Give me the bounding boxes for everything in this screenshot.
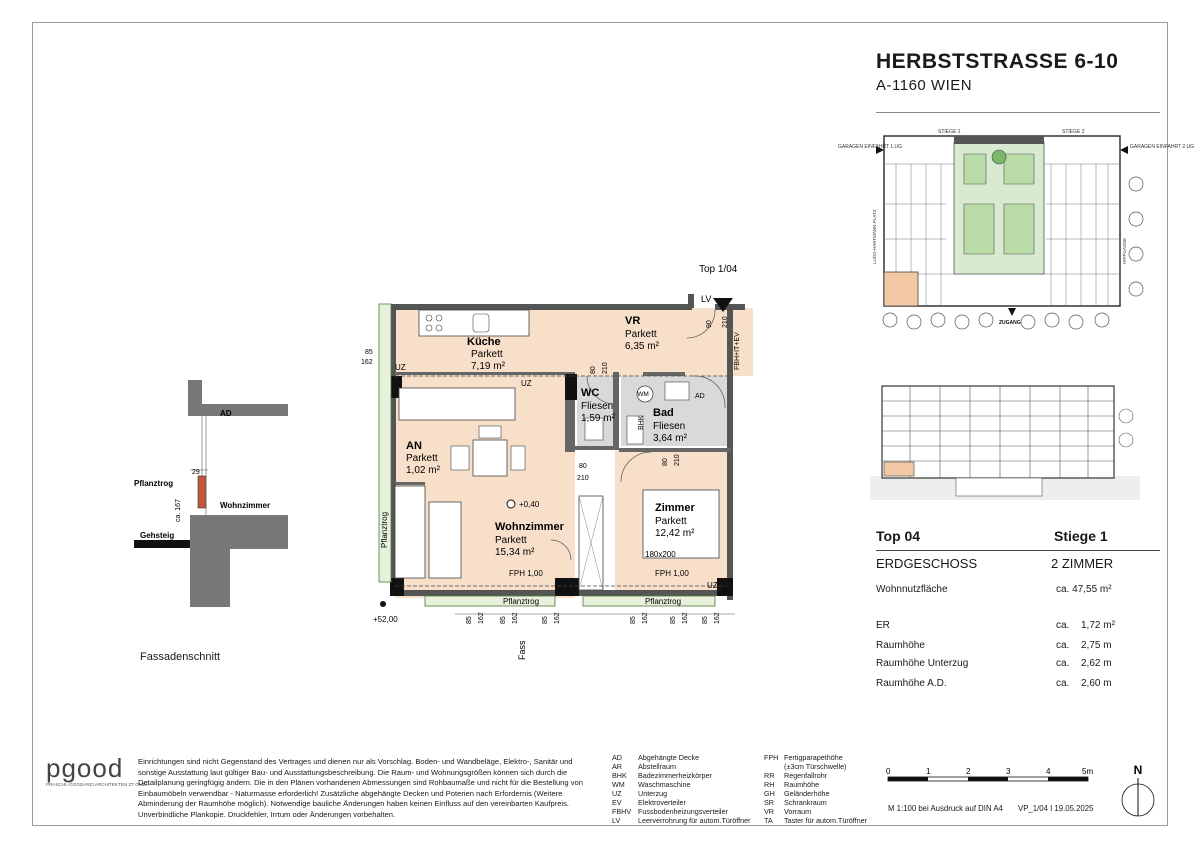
vr-name: VR xyxy=(625,315,641,327)
fass-label: Fass xyxy=(517,640,527,660)
legend-value: Waschmaschine xyxy=(638,780,691,789)
detail-label: Raumhöhe A.D. xyxy=(876,678,947,689)
ad-label: AD xyxy=(695,393,705,400)
detail-value: 2,75 m xyxy=(1081,640,1112,651)
legend-value: (±3cm Türschwelle) xyxy=(784,762,847,771)
dim-162: 162 xyxy=(682,612,689,624)
detail-prefix: ca. xyxy=(1056,620,1070,631)
legend-value: Geländerhöhe xyxy=(784,789,830,798)
an-floor: Parkett xyxy=(406,453,438,464)
stiege1-label: STIEGE 1 xyxy=(938,129,961,135)
legend-key: GH xyxy=(764,789,775,798)
wohnzimmer-area: 15,34 m² xyxy=(495,547,535,558)
legend-value: Schrankraum xyxy=(784,798,827,807)
garage-left-label: GARAGEN EINFAHRT 1.UG xyxy=(838,144,902,150)
legend-key: LV xyxy=(612,816,621,825)
building-elevation xyxy=(870,376,1160,514)
unit-rooms-count: 2 ZIMMER xyxy=(1051,556,1114,571)
scale-bar xyxy=(880,764,1110,804)
dim-85: 85 xyxy=(466,616,473,624)
an-area: 1,02 m² xyxy=(406,465,440,476)
detail-label: ER xyxy=(876,620,890,631)
scale-note: M 1:100 bei Ausdruck auf DIN A4 xyxy=(888,804,1003,813)
detail-label: Raumhöhe xyxy=(876,640,925,651)
dim-162: 162 xyxy=(361,359,373,366)
legend-key: FPH xyxy=(764,753,779,762)
wm-label: WM xyxy=(637,391,649,398)
pflanztrog-label: Pflanztrog xyxy=(380,511,389,548)
legend-column-1 xyxy=(612,753,762,825)
zimmer-floor: Parkett xyxy=(655,516,687,527)
bed-size: 180x200 xyxy=(645,550,676,559)
dim-85: 85 xyxy=(542,616,549,624)
detail-prefix: ca. xyxy=(1056,658,1070,669)
dim-85: 85 xyxy=(670,616,677,624)
legend-key: RR xyxy=(764,771,775,780)
dim-162: 162 xyxy=(642,612,649,624)
pflanztrog-label: Pflanztrog xyxy=(645,597,682,606)
section-gehsteig: Gehsteig xyxy=(140,531,175,540)
dim-80: 80 xyxy=(662,458,669,466)
unit-top: Top 04 xyxy=(876,528,921,544)
wc-area: 1,59 m² xyxy=(581,413,615,424)
stiege2-label: STIEGE 2 xyxy=(1062,129,1085,135)
legend-key: RH xyxy=(764,780,775,789)
scale-tick: 0 xyxy=(886,767,891,776)
detail-value: 1,72 m² xyxy=(1081,620,1115,631)
legend-value: Taster für autom.Türöffner xyxy=(784,816,867,825)
section-29: 29 xyxy=(192,469,200,476)
dim-162: 162 xyxy=(478,612,485,624)
section-caption: Fassadenschnitt xyxy=(140,651,221,663)
unit-stair: Stiege 1 xyxy=(1054,528,1108,544)
section-167: ca. 167 xyxy=(175,499,182,522)
scale-tick: 2 xyxy=(966,767,971,776)
uz-label: UZ xyxy=(521,379,532,388)
disclaimer: Einrichtungen sind nicht Gegenstand des Vertrages und dienen nur als Vorschlag. Boden- und Wandbeläge, Elektro-, Sanitär und sonstige Ausstattung laut gültiger Bau- und Ausstattungsbeschreibung. Die Raum- und Wohnungsgrößen können sich durch die Detailplanung geringfügig ändern. Die in den Plänen vorhandenen Abmessungen sind Rohbaumaße und nicht für die Bestellung von Einbaumöbeln verwendbar - Naturmasse erforderlich! Zusätzliche abgehängte Decken und Poterien nach Erfordernis (Weitere Abminderung der Raumhöhe möglich). Notwendige bauliche Änderungen haben keinen Einfluss auf den vereinbarten Kaufpreis. Unverbindliche Plankopie. Druckfehler, Irrtum oder Änderungen vorbehalten. xyxy=(138,757,583,819)
floor-plan xyxy=(355,258,775,678)
dim-210: 210 xyxy=(577,475,589,482)
an-name: AN xyxy=(406,440,422,452)
legend-value: Leerverrohrung für autom.Türöffner xyxy=(638,816,751,825)
uz-label: UZ xyxy=(707,581,718,590)
legend-key: EV xyxy=(612,798,622,807)
section-wohnzimmer: Wohnzimmer xyxy=(220,501,271,510)
logo-sub: PRASCHL-GOODARZI ARCHITEKTEN ZT GMBH xyxy=(46,782,150,787)
scale-tick: 3 xyxy=(1006,767,1011,776)
fbh-label: FBH+IT+EV xyxy=(734,332,741,370)
dim-162: 162 xyxy=(512,612,519,624)
dim-85: 85 xyxy=(365,349,373,356)
uz-label: UZ xyxy=(395,363,406,372)
dim-80: 80 xyxy=(579,463,587,470)
legend-value: Vorraum xyxy=(784,807,812,816)
legend-value: Abstellraum xyxy=(638,762,676,771)
detail-value: 2,60 m xyxy=(1081,678,1112,689)
street-left-label: LUDO-HARTMANN-PLATZ xyxy=(872,209,877,264)
scale-tick: 1 xyxy=(926,767,931,776)
north-arrow-icon xyxy=(1118,762,1158,822)
street-right-label: HIPPGASSE xyxy=(1122,237,1127,264)
detail-prefix: ca. xyxy=(1056,640,1070,651)
detail-label: Raumhöhe Unterzug xyxy=(876,658,969,669)
legend-key: VR xyxy=(764,807,774,816)
unit-floor: ERDGESCHOSS xyxy=(876,556,978,571)
plan-ref: VP_1/04 I 19.05.2025 xyxy=(1018,804,1094,813)
dim-210: 210 xyxy=(674,454,681,466)
legend-key: AD xyxy=(612,753,622,762)
bad-floor: Fliesen xyxy=(653,421,686,432)
area-label: Wohnnutzfläche xyxy=(876,584,948,595)
legend-column-2 xyxy=(764,753,874,825)
detail-value: 2,62 m xyxy=(1081,658,1112,669)
kueche-floor: Parkett xyxy=(471,349,503,360)
legend-value: Fussbodenheizungsverteiler xyxy=(638,807,728,816)
bad-name: Bad xyxy=(653,407,674,419)
dim-162: 162 xyxy=(554,612,561,624)
level-out-label: +52,00 xyxy=(373,615,398,624)
site-plan xyxy=(836,124,1194,344)
legend-value: Raumhöhe xyxy=(784,780,820,789)
wc-name: WC xyxy=(581,387,600,399)
wohnzimmer-name: Wohnzimmer xyxy=(495,521,564,533)
dim-162: 162 xyxy=(714,612,721,624)
zimmer-name: Zimmer xyxy=(655,502,695,514)
dim-85: 85 xyxy=(630,616,637,624)
level-label: +0,40 xyxy=(519,500,540,509)
logo-text: pgood xyxy=(46,753,124,783)
bad-area: 3,64 m² xyxy=(653,433,687,444)
legend-key xyxy=(764,762,784,771)
legend-value: Unterzug xyxy=(638,789,668,798)
dim-90: 90 xyxy=(706,320,713,328)
top-marker: Top 1/04 xyxy=(699,264,738,275)
project-title: HERBSTSTRASSE 6-10 xyxy=(876,50,1119,73)
wohnzimmer-floor: Parkett xyxy=(495,535,527,546)
legend-value: Badezimmerheizkörper xyxy=(638,771,712,780)
zimmer-area: 12,42 m² xyxy=(655,528,695,539)
divider xyxy=(876,112,1160,113)
lv-label: LV xyxy=(701,294,712,304)
company-logo xyxy=(46,753,150,794)
legend-key: FBHV xyxy=(612,807,632,816)
legend-key: AR xyxy=(612,762,622,771)
bhk-label: BHK xyxy=(638,415,645,430)
section-pflanztrog: Pflanztrog xyxy=(134,479,174,488)
legend-value: Abgehängte Decke xyxy=(638,753,700,762)
legend-value: Fertigparapethöhe xyxy=(784,753,843,762)
legend-value: Elektroverteiler xyxy=(638,798,686,807)
section-ad: AD xyxy=(220,409,232,418)
detail-prefix: ca. xyxy=(1056,678,1070,689)
wc-floor: Fliesen xyxy=(581,401,614,412)
dim-210: 210 xyxy=(722,316,729,328)
zugang-label: ZUGANG xyxy=(999,320,1021,326)
dim-85: 85 xyxy=(500,616,507,624)
project-city: A-1160 WIEN xyxy=(876,77,973,94)
north-label: N xyxy=(1133,763,1143,777)
legend-key: SR xyxy=(764,798,774,807)
area-value: ca. 47,55 m² xyxy=(1056,584,1112,595)
scale-tick: 4 xyxy=(1046,767,1051,776)
legend-key: TA xyxy=(764,816,773,825)
vr-area: 6,35 m² xyxy=(625,341,659,352)
fph-label: FPH 1,00 xyxy=(509,569,543,578)
dim-210: 210 xyxy=(602,362,609,374)
facade-section xyxy=(130,380,300,610)
garage-right-label: GARAGEN EINFAHRT 2.UG xyxy=(1130,144,1194,150)
dim-80: 80 xyxy=(590,366,597,374)
dim-85: 85 xyxy=(702,616,709,624)
scale-tick: 5m xyxy=(1082,767,1094,776)
fph-label: FPH 1,00 xyxy=(655,569,689,578)
kueche-name: Küche xyxy=(467,336,501,348)
vr-floor: Parkett xyxy=(625,329,657,340)
legend-key: WM xyxy=(612,780,625,789)
legend-value: Regenfallrohr xyxy=(784,771,828,780)
pflanztrog-label: Pflanztrog xyxy=(503,597,540,606)
legend-key: BHK xyxy=(612,771,627,780)
kueche-area: 7,19 m² xyxy=(471,361,505,372)
divider xyxy=(876,550,1160,551)
legend-key: UZ xyxy=(612,789,622,798)
